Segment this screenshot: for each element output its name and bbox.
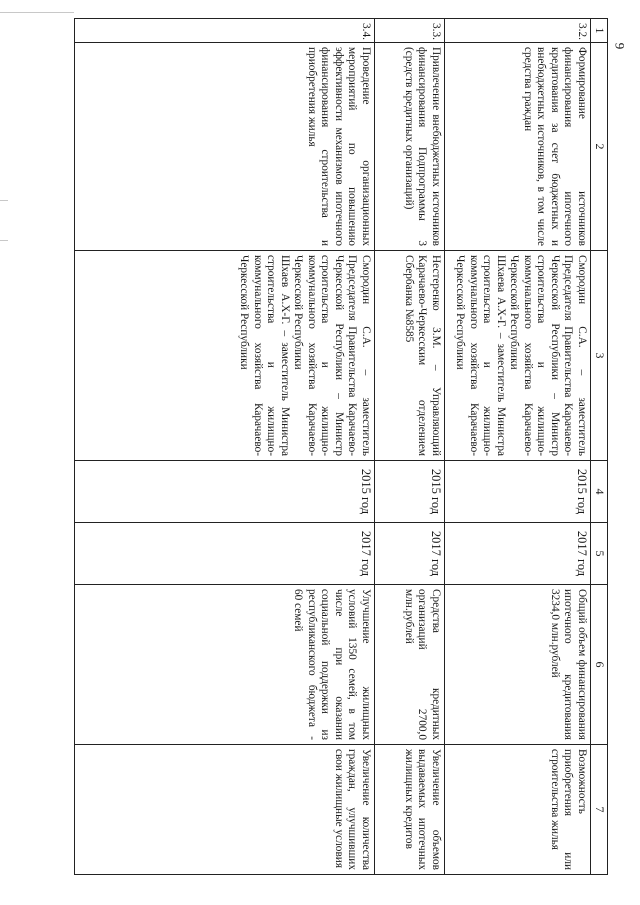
column-number: 7 xyxy=(591,745,608,875)
responsible-executors: Нестеренко З.М. – Управляющий Карачаево-Черкесским отделением Сбербанка №8585 xyxy=(375,251,445,461)
end-period: 2017 год xyxy=(375,523,445,585)
column-number: 3 xyxy=(591,251,608,461)
end-period: 2017 год xyxy=(445,523,591,585)
column-number: 4 xyxy=(591,461,608,523)
expected-result: Увеличение объемов выдаваемых ипотечных жилищных кредитов xyxy=(375,745,445,875)
responsible-executors: Смородин С.А. – заместитель Председателя Правительства Карачаево-Черкесской Республики – Министр строительства и жилищно-коммунального хозяйства Карачаево-Черкесской Республики Шхаева А.Х-Г. – заместитель Министра строительства и жилищно-коммунального хозяйства Карачаево-Черкесской Республики xyxy=(445,251,591,461)
column-number-row xyxy=(591,19,608,875)
program-measures-table xyxy=(74,18,608,875)
column-number: 2 xyxy=(591,43,608,251)
column-number: 6 xyxy=(591,585,608,745)
table-row xyxy=(75,19,375,875)
target-indicator: Общий объем финансирования ипотечного кредитования 3234,0 млн.рублей xyxy=(445,585,591,745)
scan-edge-mark xyxy=(0,200,8,201)
column-number: 1 xyxy=(591,19,608,43)
measure-number: 3.3. xyxy=(375,19,445,43)
page-number: 9 xyxy=(612,42,628,50)
responsible-executors: Смородин С.А. – заместитель Председателя Правительства Карачаево-Черкесской Республики – Министр строительства и жилищно-коммунального хозяйства Карачаево-Черкесской Республики Шхаев А.Х-Г. – заместитель Министра строительства и жилищно-коммунального хозяйства Карачаево-Черкесской Республики xyxy=(75,251,375,461)
table-row xyxy=(445,19,591,875)
measure-name: Привлечение внебюджетных источников финансирования Подпрограммы 3 (средств кредитных организаций) xyxy=(375,43,445,251)
target-indicator: Средства кредитных организаций 2700,0 млн.рублей xyxy=(375,585,445,745)
measure-number: 3.4. xyxy=(75,19,375,43)
table-row xyxy=(375,19,445,875)
rotated-table-container xyxy=(74,18,608,874)
expected-result: Увеличение количества граждан, улучшивших свои жилищные условия xyxy=(75,745,375,875)
measure-name: Формирование источников финансирования ипотечного кредитования за счет бюджетных и внебюджетных источников, в том числе средства граждан xyxy=(445,43,591,251)
scan-edge-mark xyxy=(0,240,8,241)
expected-result: Возможность приобретения или строительства жилья xyxy=(445,745,591,875)
measure-name: Проведение организационных мероприятий по повышению эффективности механизмов ипотечного финансирования строительства и приобретения жилья xyxy=(75,43,375,251)
start-period: 2015 год xyxy=(445,461,591,523)
column-number: 5 xyxy=(591,523,608,585)
target-indicator: Улучшение жилищных условий 1350 семей, в том числе при оказании социальной поддержки из республиканского бюджета - 60 семей xyxy=(75,585,375,745)
start-period: 2015 год xyxy=(75,461,375,523)
scan-edge-mark xyxy=(0,12,74,13)
measure-number: 3.2. xyxy=(445,19,591,43)
end-period: 2017 год xyxy=(75,523,375,585)
start-period: 2015 год xyxy=(375,461,445,523)
